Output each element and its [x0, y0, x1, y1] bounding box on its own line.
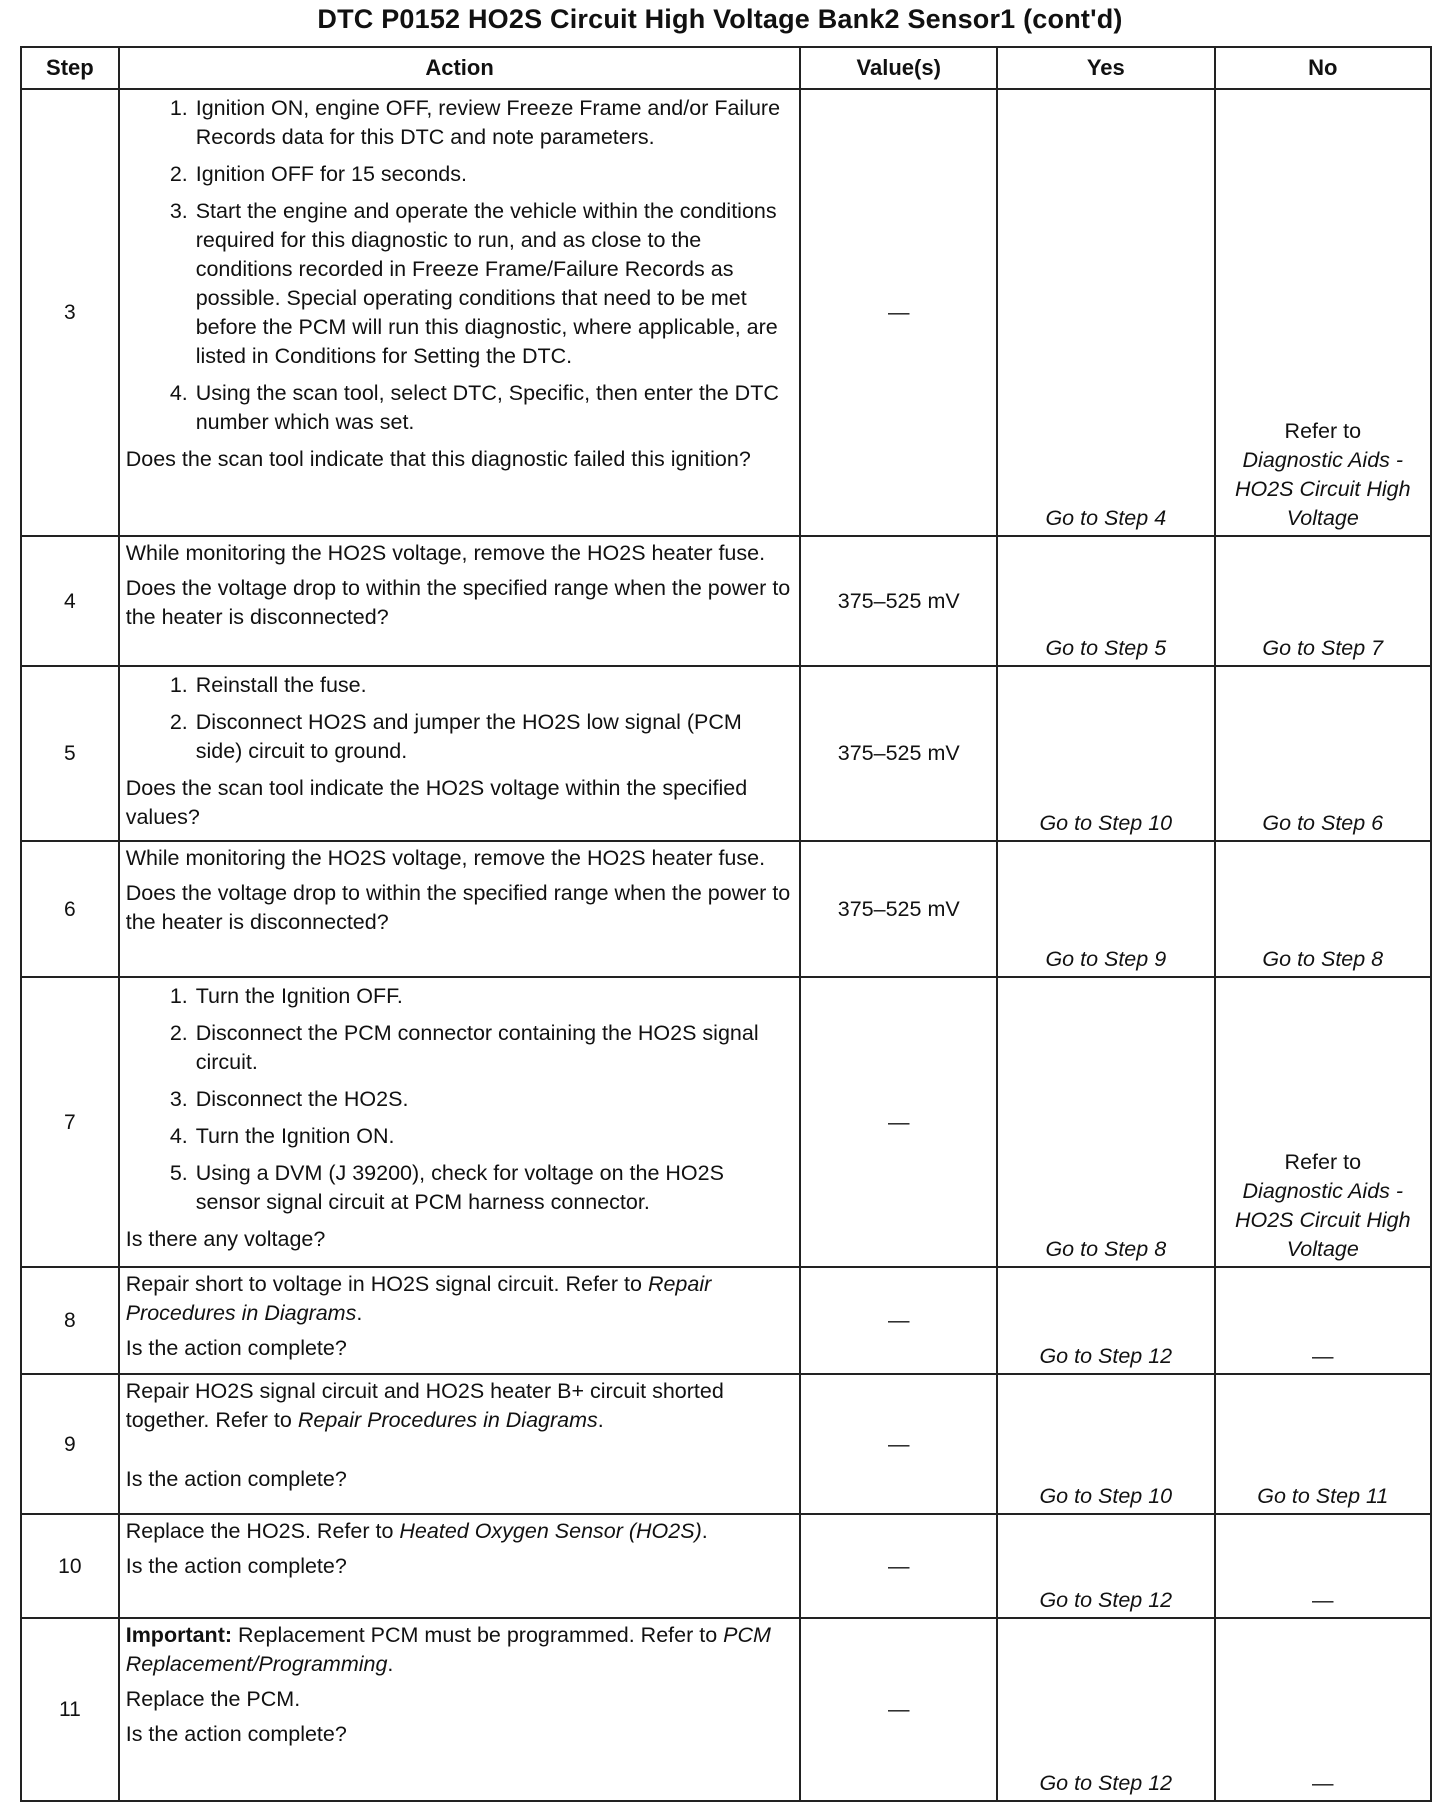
action-item: 3. Start the engine and operate the vehicle within the conditions required for this diagnostic to run, and as close to the conditions recorded in Freeze Frame/Failure Records as possible. Special operating conditions that need to be met before the PCM will run this diagnostic, where applicable, are listed in Conditions for Setting the DTC.	[194, 197, 794, 371]
action-text-plain: Repair HO2S signal circuit and HO2S heater B+ circuit shorted together. Refer to	[125, 1379, 724, 1432]
yes-cell: Go to Step 5	[997, 536, 1215, 666]
no-cell	[1215, 977, 1431, 1267]
step-number: 5	[21, 666, 119, 841]
action-question: Is the action complete?	[125, 1722, 347, 1746]
reference-link: Repair Procedures in Diagrams	[297, 1408, 598, 1432]
refer-text: Refer to	[1284, 419, 1362, 443]
header-values: Value(s)	[800, 47, 997, 89]
value-cell: —	[800, 977, 997, 1267]
table-row-step-3	[21, 89, 1431, 536]
table-row-step-9	[21, 1374, 1431, 1514]
table-row-step-6	[21, 841, 1431, 977]
action-cell	[119, 1267, 801, 1374]
action-cell	[119, 841, 801, 977]
reference-link: Heated Oxygen Sensor (HO2S)	[399, 1519, 702, 1543]
action-item: 2. Ignition OFF for 15 seconds.	[194, 160, 794, 189]
step-number: 10	[21, 1514, 119, 1618]
no-cell: —	[1215, 1618, 1431, 1801]
action-text: Replace the PCM.	[125, 1687, 301, 1711]
page-title: DTC P0152 HO2S Circuit High Voltage Bank2 Sensor1 (cont'd)	[317, 4, 1123, 34]
action-cell	[119, 666, 801, 841]
action-question: Does the voltage drop to within the specified range when the power to the heater is disconnected?	[125, 576, 791, 629]
action-item: 1. Ignition ON, engine OFF, review Freeze Frame and/or Failure Records data for this DTC and note parameters.	[194, 94, 794, 152]
value-cell: —	[800, 1514, 997, 1618]
table-row-step-7	[21, 977, 1431, 1267]
action-cell	[119, 89, 801, 536]
yes-cell: Go to Step 10	[997, 1374, 1215, 1514]
action-item: 4. Using the scan tool, select DTC, Specific, then enter the DTC number which was set.	[194, 379, 794, 437]
yes-cell: Go to Step 9	[997, 841, 1215, 977]
no-cell: Go to Step 8	[1215, 841, 1431, 977]
value-cell: 375–525 mV	[800, 666, 997, 841]
table-row-step-10	[21, 1514, 1431, 1618]
action-question: Is the action complete?	[125, 1336, 347, 1360]
yes-cell: Go to Step 4	[997, 89, 1215, 536]
important-end: .	[387, 1652, 394, 1676]
header-row	[21, 47, 1431, 89]
no-cell	[1215, 89, 1431, 536]
yes-cell: Go to Step 12	[997, 1618, 1215, 1801]
no-cell: Go to Step 11	[1215, 1374, 1431, 1514]
action-text: While monitoring the HO2S voltage, remove the HO2S heater fuse.	[125, 846, 766, 870]
diagnostic-table	[20, 46, 1432, 1802]
action-text-plain: Repair short to voltage in HO2S signal circuit. Refer to	[125, 1272, 642, 1296]
action-cell	[119, 536, 801, 666]
value-cell: —	[800, 89, 997, 536]
no-cell: Go to Step 6	[1215, 666, 1431, 841]
value-cell: 375–525 mV	[800, 841, 997, 977]
yes-cell: Go to Step 12	[997, 1267, 1215, 1374]
reference-link: Repair Procedures in Diagrams	[125, 1272, 712, 1325]
action-text-plain: Replace the HO2S. Refer to	[125, 1519, 394, 1543]
refer-link-text: Diagnostic Aids - HO2S Circuit High Voltage	[1234, 1179, 1411, 1261]
table-row-step-11	[21, 1618, 1431, 1801]
action-item: 3. Disconnect the HO2S.	[194, 1085, 794, 1114]
header-yes: Yes	[997, 47, 1215, 89]
header-action: Action	[119, 47, 801, 89]
step-number: 4	[21, 536, 119, 666]
action-item: 1. Turn the Ignition OFF.	[194, 982, 794, 1011]
action-item: 1. Reinstall the fuse.	[194, 671, 794, 700]
important-text: Replacement PCM must be programmed. Refer to	[238, 1623, 718, 1647]
table-row-step-4	[21, 536, 1431, 666]
action-text-end: .	[597, 1408, 604, 1432]
important-label: Important:	[125, 1623, 233, 1647]
action-question: Does the voltage drop to within the specified range when the power to the heater is disconnected?	[125, 881, 791, 934]
yes-cell: Go to Step 12	[997, 1514, 1215, 1618]
action-text-end: .	[701, 1519, 708, 1543]
step-number: 9	[21, 1374, 119, 1514]
value-cell: —	[800, 1374, 997, 1514]
step-number: 6	[21, 841, 119, 977]
no-cell: —	[1215, 1514, 1431, 1618]
important-note	[126, 1621, 794, 1679]
action-question: Is the action complete?	[125, 1554, 347, 1578]
yes-cell: Go to Step 8	[997, 977, 1215, 1267]
action-question: Is there any voltage?	[125, 1227, 326, 1251]
no-cell: Go to Step 7	[1215, 536, 1431, 666]
step-number: 8	[21, 1267, 119, 1374]
value-cell: —	[800, 1267, 997, 1374]
table-row-step-5	[21, 666, 1431, 841]
action-cell	[119, 977, 801, 1267]
step-number: 7	[21, 977, 119, 1267]
action-item: 2. Disconnect HO2S and jumper the HO2S low signal (PCM side) circuit to ground.	[194, 708, 794, 766]
reference-link: PCM Replacement/Programming	[125, 1623, 771, 1676]
header-no: No	[1215, 47, 1431, 89]
yes-cell: Go to Step 10	[997, 666, 1215, 841]
action-item: 4. Turn the Ignition ON.	[194, 1122, 794, 1151]
step-number: 3	[21, 89, 119, 536]
action-question: Does the scan tool indicate that this diagnostic failed this ignition?	[125, 447, 751, 471]
refer-text: Refer to	[1284, 1150, 1362, 1174]
action-cell	[119, 1374, 801, 1514]
action-question: Does the scan tool indicate the HO2S voltage within the specified values?	[125, 776, 748, 829]
refer-link-text: Diagnostic Aids - HO2S Circuit High Voltage	[1234, 448, 1411, 530]
action-text: While monitoring the HO2S voltage, remove the HO2S heater fuse.	[125, 541, 766, 565]
table-row-step-8	[21, 1267, 1431, 1374]
action-item: 2. Disconnect the PCM connector containing the HO2S signal circuit.	[194, 1019, 794, 1077]
value-cell: —	[800, 1618, 997, 1801]
action-text	[126, 1377, 794, 1435]
no-cell: —	[1215, 1267, 1431, 1374]
header-step: Step	[21, 47, 119, 89]
action-cell	[119, 1618, 801, 1801]
value-cell: 375–525 mV	[800, 536, 997, 666]
action-text-end: .	[356, 1301, 363, 1325]
step-number: 11	[21, 1618, 119, 1801]
action-cell	[119, 1514, 801, 1618]
action-question: Is the action complete?	[125, 1467, 347, 1491]
action-text	[126, 1270, 794, 1328]
action-text	[126, 1517, 794, 1546]
action-item: 5. Using a DVM (J 39200), check for voltage on the HO2S sensor signal circuit at PCM harness connector.	[194, 1159, 794, 1217]
